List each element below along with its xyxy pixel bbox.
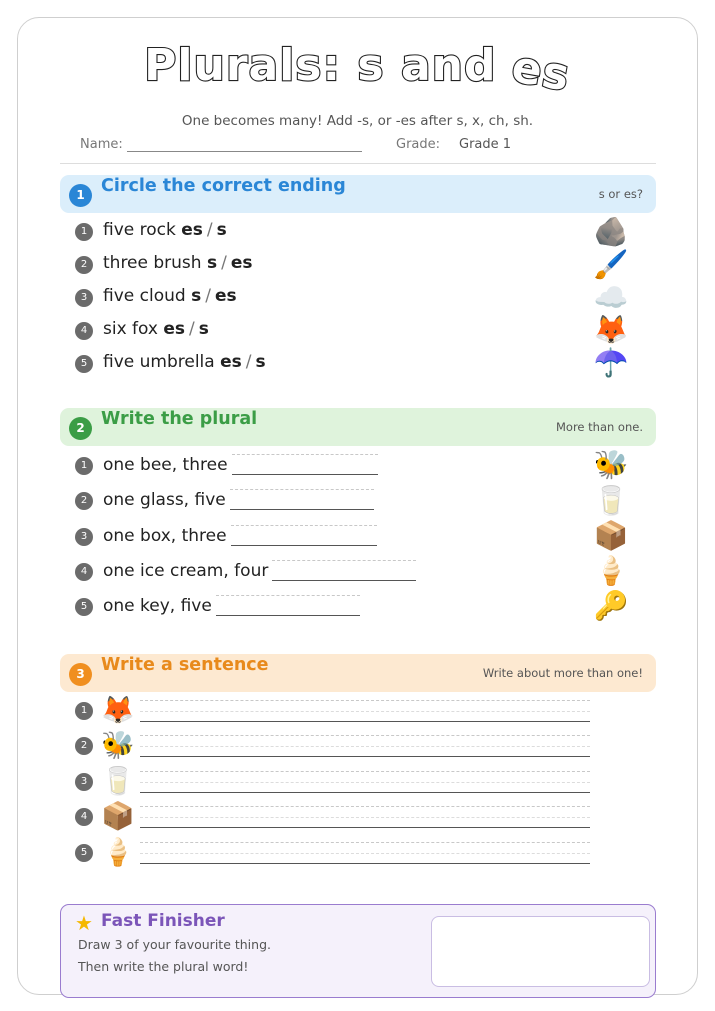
ending-option[interactable]: s <box>191 286 202 306</box>
fast-finisher-title: Fast Finisher <box>101 911 225 931</box>
section-1-header <box>60 175 656 213</box>
bee-icon: 🐝 <box>101 730 135 761</box>
title-word: es <box>507 41 574 102</box>
item-text <box>103 525 377 546</box>
box-icon: 📦 <box>593 519 629 552</box>
sentence-row <box>75 835 595 871</box>
item-number-badge: 3 <box>75 528 93 546</box>
sentence-line[interactable] <box>140 842 590 864</box>
umbrella-icon: ☂️ <box>593 346 629 379</box>
option-separator: / <box>205 286 211 306</box>
item-word: five umbrella <box>103 352 215 372</box>
item-text <box>103 286 237 306</box>
midline <box>140 746 590 747</box>
item-number-badge: 1 <box>75 223 93 241</box>
item-number-badge: 4 <box>75 563 93 581</box>
section-heading: Circle the correct ending <box>101 176 346 196</box>
item-number-badge: 5 <box>75 355 93 373</box>
ending-option[interactable]: s <box>198 319 209 339</box>
midline <box>140 853 590 854</box>
item-prompt: one ice cream, four <box>103 561 269 581</box>
ending-option[interactable]: es <box>220 352 242 372</box>
fast-finisher-box <box>60 904 656 998</box>
ending-option[interactable]: s <box>255 352 266 372</box>
sentence-row <box>75 764 595 800</box>
ice-cream-icon: 🍦 <box>593 554 629 587</box>
paintbrush-icon: 🖌️ <box>593 248 629 281</box>
ending-option[interactable]: es <box>181 220 203 240</box>
option-separator: / <box>245 352 252 372</box>
fox-icon: 🦊 <box>101 695 135 726</box>
item-word: five rock <box>103 220 176 240</box>
item-word: six fox <box>103 319 158 339</box>
sentence-line[interactable] <box>140 700 590 722</box>
section-hint: More than one. <box>555 420 643 434</box>
item-word: three brush <box>103 253 202 273</box>
sentence-line[interactable] <box>140 806 590 828</box>
midline <box>140 782 590 783</box>
cloud-icon: ☁️ <box>593 281 629 314</box>
sentence-row <box>75 693 595 729</box>
section-3-header <box>60 654 656 692</box>
drawing-box[interactable] <box>431 916 650 987</box>
ending-option[interactable]: es <box>214 286 237 306</box>
item-text <box>103 489 374 510</box>
answer-line[interactable] <box>230 489 374 510</box>
item-text <box>103 220 227 240</box>
option-separator: / <box>206 220 213 240</box>
bee-icon: 🐝 <box>593 448 629 481</box>
answer-line[interactable] <box>216 595 360 616</box>
page-subtitle: One becomes many! Add -s, or -es after s, x, ch, sh. <box>181 113 534 129</box>
section-heading: Write the plural <box>101 409 258 429</box>
box-icon: 📦 <box>101 801 135 832</box>
item-number-badge: 2 <box>75 256 93 274</box>
item-number-badge: 5 <box>75 598 93 616</box>
star-icon: ★ <box>75 911 93 935</box>
item-text <box>103 319 209 339</box>
title-word: s <box>357 40 385 91</box>
title-word: and <box>400 40 497 91</box>
item-number-badge: 5 <box>75 844 93 862</box>
glass-of-milk-icon: 🥛 <box>593 484 629 517</box>
item-word: five cloud <box>103 286 186 306</box>
name-label: Name: <box>80 137 123 152</box>
item-number-badge: 1 <box>75 457 93 475</box>
sentence-line[interactable] <box>140 771 590 793</box>
sentence-row <box>75 728 595 764</box>
item-number-badge: 3 <box>75 289 93 307</box>
section-hint: Write about more than one! <box>482 666 643 680</box>
section-number-badge: 1 <box>69 184 92 207</box>
item-text <box>103 253 253 273</box>
fast-finisher-instruction: Then write the plural word! <box>78 959 249 974</box>
item-prompt: one bee, three <box>103 455 228 475</box>
fox-icon: 🦊 <box>593 313 629 346</box>
title-word: Plurals: <box>144 40 342 91</box>
section-number-badge: 3 <box>69 663 92 686</box>
ending-option[interactable]: es <box>230 253 253 273</box>
item-number-badge: 4 <box>75 808 93 826</box>
option-separator: / <box>189 319 195 339</box>
key-icon: 🔑 <box>593 589 629 622</box>
ending-option[interactable]: es <box>163 319 186 339</box>
item-text <box>103 454 378 475</box>
section-hint: s or es? <box>598 187 643 201</box>
rock-icon: 🪨 <box>593 215 629 248</box>
page-title <box>0 40 715 102</box>
item-number-badge: 2 <box>75 737 93 755</box>
ice-cream-icon: 🍦 <box>101 837 135 868</box>
section-2-header <box>60 408 656 446</box>
grade-label: Grade: <box>396 137 441 152</box>
fast-finisher-instruction: Draw 3 of your favourite thing. <box>78 937 271 952</box>
item-number-badge: 3 <box>75 773 93 791</box>
sentence-line[interactable] <box>140 735 590 757</box>
section-number-badge: 2 <box>69 417 92 440</box>
glass-of-milk-icon: 🥛 <box>101 766 135 797</box>
answer-line[interactable] <box>231 525 377 546</box>
midline <box>140 817 590 818</box>
item-number-badge: 1 <box>75 702 93 720</box>
item-text <box>103 595 360 616</box>
answer-line[interactable] <box>232 454 378 475</box>
item-prompt: one box, three <box>103 526 227 546</box>
midline <box>140 711 590 712</box>
header-divider <box>60 163 656 164</box>
ending-option[interactable]: s <box>206 253 218 273</box>
grade-value: Grade 1 <box>459 137 512 152</box>
option-separator: / <box>221 253 227 273</box>
name-field[interactable] <box>127 151 362 152</box>
answer-line[interactable] <box>272 560 416 581</box>
item-text <box>103 560 416 581</box>
item-prompt: one key, five <box>103 596 212 616</box>
ending-option[interactable]: s <box>216 220 227 240</box>
section-heading: Write a sentence <box>101 655 269 675</box>
item-number-badge: 4 <box>75 322 93 340</box>
item-number-badge: 2 <box>75 492 93 510</box>
sentence-row <box>75 799 595 835</box>
item-text <box>103 352 266 372</box>
item-prompt: one glass, five <box>103 490 226 510</box>
